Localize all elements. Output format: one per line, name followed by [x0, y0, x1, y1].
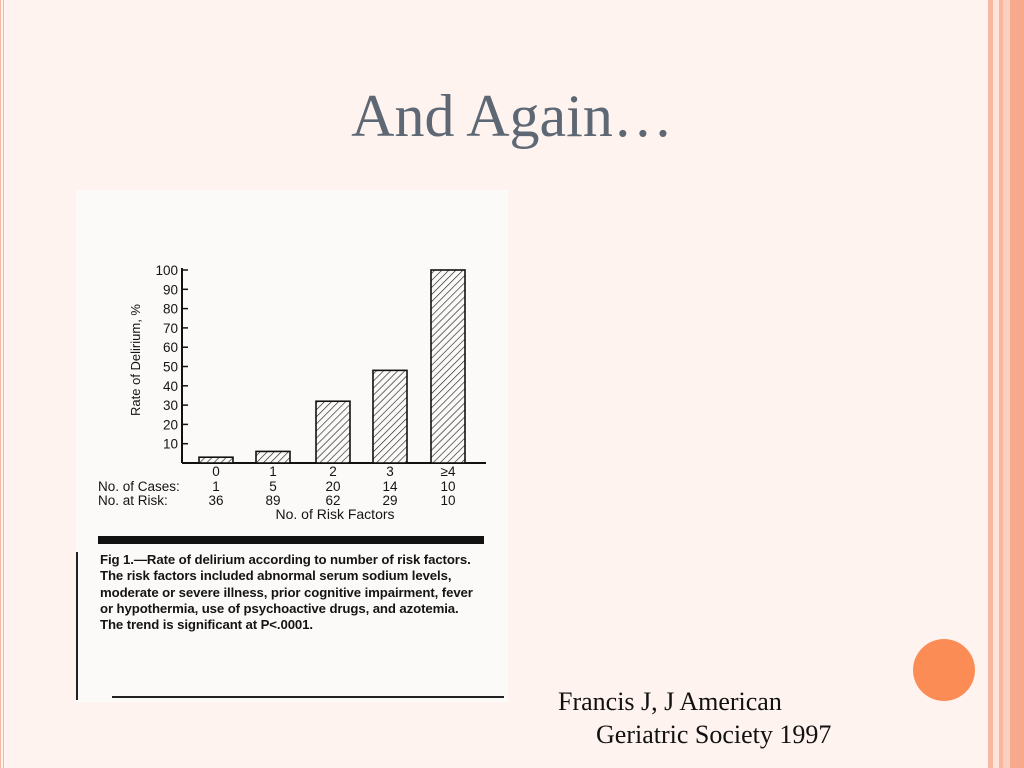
bar [373, 370, 407, 463]
x-tick-label: 1 [269, 464, 277, 479]
table-cell-value: 20 [325, 479, 341, 494]
y-tick-label: 50 [162, 359, 178, 375]
y-axis-label: Rate of Delirium, % [128, 304, 143, 416]
citation [558, 685, 918, 751]
table-cell-value: 36 [208, 493, 224, 508]
y-tick-label: 100 [155, 263, 178, 278]
y-tick-label: 70 [162, 320, 178, 336]
figure-caption: Fig 1.—Rate of delirium according to number of risk factors. The risk factors included abnormal serum sodium levels, moderate or severe illness, prior cognitive impairment, fever or hypothermia, use of psychoactive drugs, and azotemia. The trend is significant at P<.0001. [100, 552, 473, 633]
decorative-circle [913, 639, 975, 701]
table-row-label: No. at Risk: [98, 493, 168, 508]
figure-bottom-rule [112, 696, 504, 698]
table-cell-value: 5 [269, 479, 277, 494]
table-row-label: No. of Cases: [98, 479, 180, 494]
decor-stripe [1010, 0, 1024, 768]
x-axis-label: No. of Risk Factors [275, 506, 395, 522]
y-tick-label: 90 [162, 282, 178, 298]
bar [316, 401, 350, 463]
y-tick-label: 80 [162, 301, 178, 317]
y-tick-label: 20 [162, 417, 178, 433]
scanned-figure [76, 190, 508, 702]
table-cell-value: 14 [382, 479, 398, 494]
figure-divider-rule [98, 536, 484, 544]
x-tick-label: 2 [329, 464, 337, 479]
citation-line-1: Francis J, J American [558, 687, 782, 716]
table-cell-value: 10 [440, 493, 456, 508]
table-cell-value: 10 [440, 479, 456, 494]
slide-decor-stripes [980, 0, 1024, 768]
slide-left-border [0, 0, 4, 768]
x-tick-label: ≥4 [440, 464, 456, 479]
y-tick-label: 30 [162, 398, 178, 414]
y-tick-label: 40 [162, 378, 178, 394]
y-tick-label: 10 [162, 436, 178, 452]
slide-title: And Again… [351, 83, 673, 149]
table-cell-value: 89 [265, 493, 281, 508]
citation-line-2: Geriatric Society 1997 [596, 720, 832, 749]
table-cell-value: 62 [325, 493, 341, 508]
y-tick-label: 60 [162, 340, 178, 356]
bar [256, 451, 290, 463]
decor-stripe [1003, 0, 1010, 768]
table-cell-value: 29 [382, 493, 398, 508]
bar [199, 457, 233, 463]
x-tick-label: 3 [386, 464, 394, 479]
x-tick-label: 0 [212, 464, 220, 479]
scan-edge-line [76, 552, 78, 700]
table-cell-value: 1 [212, 479, 220, 494]
delirium-bar-chart [76, 190, 508, 530]
bar [431, 270, 465, 463]
